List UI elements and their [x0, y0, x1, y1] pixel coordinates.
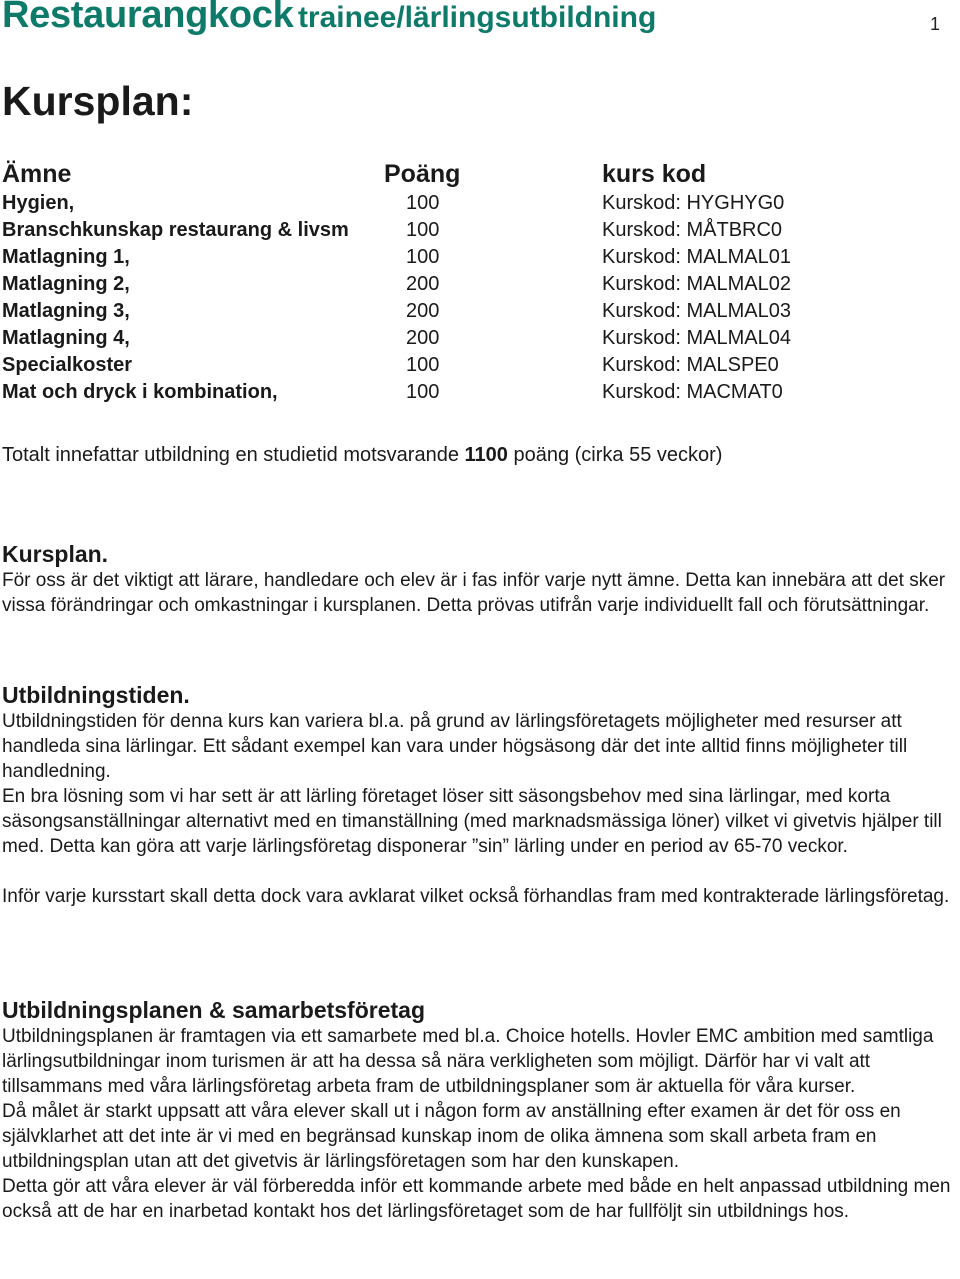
cell-code: Kurskod: MALMAL04	[602, 327, 791, 349]
cell-points: 100	[406, 381, 440, 403]
cell-code: Kurskod: HYGHYG0	[602, 192, 785, 214]
section-paragraph: Då målet är starkt uppsatt att våra elever skall ut i någon form av anställning efter examen är det för oss en självklarhet att det inte är vi med en begränsad kunskap inom de olika ämnena som skall arbeta fram en utbildningsplan utan att det givetvis är lärlingsföretagen som har den kunskapen.	[2, 1101, 901, 1172]
cell-points: 200	[406, 327, 440, 349]
cell-points: 100	[406, 192, 440, 214]
cell-subject: Matlagning 2,	[2, 273, 130, 295]
cell-code: Kurskod: MÅTBRC0	[602, 219, 783, 241]
total-text-before: Totalt innefattar utbildning en studietid motsvarande	[2, 444, 465, 466]
cell-points: 200	[406, 273, 440, 295]
table-row	[2, 190, 952, 217]
table-row	[2, 244, 952, 271]
total-points: 1100	[464, 444, 508, 466]
table-row	[2, 325, 952, 352]
section-heading: Kursplan.	[2, 541, 109, 567]
cell-code: Kurskod: MACMAT0	[602, 381, 783, 403]
section-paragraph: Detta gör att våra elever är väl förberedda inför ett kommande arbete med både en helt anpassad utbildning men också att de har en inarbetad kontakt hos det lärlingsföretaget som de har fullföljt sin utbildnings hos.	[2, 1176, 951, 1222]
cell-code: Kurskod: MALMAL01	[602, 246, 791, 268]
table-row	[2, 298, 952, 325]
cell-subject: Specialkoster	[2, 354, 133, 376]
cell-subject: Branschkunskap restaurang & livsm	[2, 219, 349, 241]
cell-points: 200	[406, 300, 440, 322]
column-header-points: Poäng	[384, 160, 461, 188]
table-row	[2, 379, 952, 406]
section-kursplan	[2, 540, 958, 618]
header-title: Restaurangkock	[2, 0, 294, 36]
cell-code: Kurskod: MALSPE0	[602, 354, 779, 376]
cell-points: 100	[406, 246, 440, 268]
section-paragraph: En bra lösning som vi har sett är att lärling företaget löser sitt säsongsbehov med sina lärlingar, med korta säsongsanställningar alternativt med en timanställning (med marknadsmässiga löner) vilket vi givetvis hjälper till med. Detta kan göra att varje lärlingsföretag disponerar ”sin” lärling under en period av 65-70 veckor.	[2, 786, 942, 857]
section-paragraph: Inför varje kursstart skall detta dock vara avklarat vilket också förhandlas fram med kontrakterade lärlingsföretag.	[2, 886, 950, 907]
cell-subject: Mat och dryck i kombination,	[2, 381, 278, 403]
header-subtitle: trainee/lärlingsutbildning	[297, 1, 657, 34]
total-text-after: poäng (cirka 55 veckor)	[507, 444, 723, 466]
table-row	[2, 271, 952, 298]
total-summary	[2, 444, 722, 467]
table-header-row	[2, 158, 952, 190]
section-utbildningstiden	[2, 681, 958, 909]
column-header-code: kurs kod	[602, 160, 707, 188]
cell-code: Kurskod: MALMAL02	[602, 273, 791, 295]
section-paragraph: Utbildningsplanen är framtagen via ett samarbete med bl.a. Choice hotells. Hovler EMC ambition med samtliga lärlingsutbildningar inom turismen är att ha dessa så nära verkligheten som möjligt. Därför har vi valt att tillsammans med våra lärlingsföretag arbeta fram de utbildningsplaner som är aktuella för våra kurser.	[2, 1026, 934, 1097]
course-table	[2, 158, 952, 406]
document-header	[2, 0, 954, 46]
cell-subject: Hygien,	[2, 192, 75, 214]
page-title: Kursplan:	[2, 78, 194, 124]
cell-subject: Matlagning 4,	[2, 327, 130, 349]
cell-subject: Matlagning 3,	[2, 300, 130, 322]
cell-subject: Matlagning 1,	[2, 246, 130, 268]
cell-points: 100	[406, 354, 440, 376]
cell-code: Kurskod: MALMAL03	[602, 300, 791, 322]
page-number: 1	[929, 14, 940, 34]
table-row	[2, 217, 952, 244]
table-row	[2, 352, 952, 379]
section-heading: Utbildningstiden.	[2, 682, 190, 708]
section-heading: Utbildningsplanen & samarbetsföretag	[2, 997, 426, 1023]
section-paragraph: För oss är det viktigt att lärare, handledare och elev är i fas inför varje nytt ämne. Detta kan innebära att det sker vissa förändringar och omkastningar i kursplanen. Detta prövas utifrån varje individuellt fall och förutsättningar.	[2, 570, 946, 616]
cell-points: 100	[406, 219, 440, 241]
column-header-subject: Ämne	[2, 160, 72, 188]
section-utbildningsplanen	[2, 996, 958, 1224]
section-paragraph: Utbildningstiden för denna kurs kan variera bl.a. på grund av lärlingsföretagets möjligheter med resurser att handleda sina lärlingar. Ett sådant exempel kan vara under högsäsong där det inte alltid finns möjligheter till handledning.	[2, 711, 908, 782]
